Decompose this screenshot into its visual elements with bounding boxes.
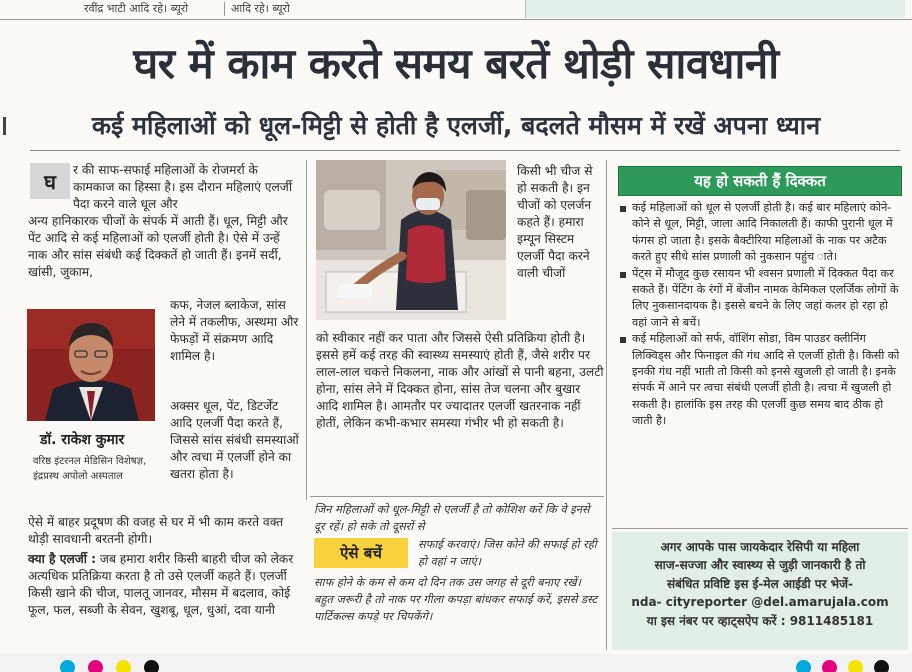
- list-item: कई महिलाओं को सर्फ, वॉशिंग सोडा, विम पाउडर क्लीनिंग लिक्विड्स और फिनाइल की गंध आदि से एलर्जी होती है। किसी को इनकी गंध नहीं भाती तो किसी को इनसे खुजली हो जाती है। इनके संपर्क में आने पर त्वचा संबंधी एलर्जी होती है। त्वचा में खुजली हो सकती है। हालांकि इस तरह की एलर्जी कुछ समय बाद ठीक हो जाती है।: [618, 331, 904, 429]
- divider: [612, 528, 908, 529]
- dropcap: घ: [30, 163, 70, 199]
- info-email: nda- cityreporter @del.amarujala.com: [631, 595, 889, 610]
- registration-mark: [874, 660, 889, 672]
- headline: घर में काम करते समय बरतें थोड़ी सावधानी: [133, 39, 779, 88]
- info-line: संबंधित प्रविष्टि इस ई-मेल आईडी पर भेजें-: [666, 576, 853, 591]
- article-paragraph: अन्य हानिकारक चीजों के संपर्क में आती हैं। धूल, मिट्टी और पेंट आदि से कई महिलाओं को एलर्जी होती है। ऐसे में उन्हें नाक और सांस संबंधी कई दिक्कतें हो जाती हैं। इनमें सर्दी, खांसी, जुकाम,: [28, 214, 288, 279]
- definition-text: जब हमारा शरीर किसी बाहरी चीज को लेकर अत्यधिक प्रतिक्रिया करता है तो उसे एलर्जी कहते हैं। एलर्जी किसी खाने की चीज, पालतू जानवर, मौसम में बदलाव, कोई फूल, फल, सब्जी के सेवन, खुशबू, धूल, धुआं, दवा यानी: [28, 552, 294, 617]
- article-paragraph: को स्वीकार नहीं कर पाता और जिससे ऐसी प्रतिक्रिया होती है। इससे हमें कई तरह की स्वास्थ्य समस्याएं होती हैं, जैसे शरीर पर लाल-लाल चकत्ते निकलना, नाक और आंखों से पानी बहना, उलटी होना, सांस लेने में दिक्कत होना, सांस तेज चलना और बुखार आदि शामिल है। आमतौर पर ज्यादातर एलर्जी खतरनाक नहीं होतीं, लेकिन कभी-कभार समस्या गंभीर भी हो सकती है।: [316, 331, 604, 430]
- registration-mark: [848, 660, 863, 672]
- tips-box: [310, 496, 604, 651]
- top-strip-shaded-box: [525, 0, 905, 18]
- tips-badge: ऐसे बचें: [314, 538, 408, 568]
- subheadline: कई महिलाओं को धूल-मिट्टी से होती है एलर्जी, बदलते मौसम में रखें अपना ध्यान: [91, 111, 821, 140]
- sidebar-heading: [618, 166, 902, 196]
- list-item: कई महिलाओं को धूल से एलर्जी होती है। कई बार महिलाएं कोने-कोने से धूल, मिट्टी, जाला आदि निकालती हैं। काफी पुरानी धूल में फंगस हो जाता है। इसके बैक्टीरिया महिलाओं के नाक पर अटैक करते हुए सीधे सांस प्रणाली को नुकसान पहुंच ाते।: [618, 200, 904, 266]
- article-paragraph-intro: र की साफ-सफाई महिलाओं के रोजमर्रा के कामकाज का हिस्सा है। इस दौरान महिलाएं एलर्जी पैदा करने वाले धूल और: [73, 163, 293, 211]
- top-strip-left-text: रवींद्र भाटी आदि रहे। ब्यूरो: [84, 2, 189, 15]
- registration-mark: [796, 660, 811, 672]
- registration-mark: [116, 660, 131, 672]
- sidebar-bullet-list: [618, 200, 904, 430]
- doctor-designation: वरिष्ठ इंटरनल मेडिसिन विशेषज्ञ, इंद्रप्रस्थ अपोलो अस्पताल: [33, 456, 147, 482]
- bottom-strip: [0, 654, 912, 672]
- sidebar-heading-text: यह हो सकती हैं दिक्कत: [694, 172, 826, 190]
- article-paragraph: अक्सर धूल, पेंट, डिटर्जेंट आदि एलर्जी पैदा करते हैं, जिससे सांस संबंधी समस्याओं और त्वचा में एलर्जी होने का खतरा होता है।: [170, 399, 299, 481]
- doctor-photo: [27, 309, 155, 421]
- top-strip-right-text: आदि रहे। ब्यूरो: [231, 2, 290, 15]
- info-line: साज-सज्जा और स्वास्थ्य से जुड़ी जानकारी है तो: [654, 558, 866, 573]
- divider: [310, 496, 604, 497]
- registration-mark: [60, 660, 75, 672]
- info-line: या इस नंबर पर व्हाट्सऐप करें : 9811485181: [646, 613, 874, 628]
- column-divider: [306, 160, 307, 500]
- submission-info-box: [612, 532, 908, 650]
- registration-mark: [822, 660, 837, 672]
- registration-mark: [144, 660, 159, 672]
- article-paragraph: कफ, नेजल ब्लाकेज, सांस लेने में तकलीफ, अस्थमा और फेफड़ों में संक्रमण आदि शामिल है।: [170, 298, 299, 363]
- article-paragraph-definition: [28, 551, 300, 619]
- divider: [30, 150, 900, 151]
- doctor-name: डॉ. राकेश कुमार: [40, 432, 125, 448]
- article-paragraph: ऐसे में बाहर प्रदूषण की वजह से घर में भी काम करते वक्त थोड़ी सावधानी बरतनी होगी।: [28, 515, 284, 546]
- cleaning-woman-photo: [316, 160, 506, 320]
- tips-text: जिन महिलाओं को धूल-मिट्टी से एलर्जी है तो कोशिश करें कि वे इनसे दूर रहें। हो सके तो दूसरों से: [314, 503, 590, 533]
- article-paragraph: किसी भी चीज से हो सकती है। इन चीजों को एलर्जन कहते हैं। हमारा इम्यून सिस्टम एलर्जी पैदा करने वाली चीजों: [517, 164, 593, 280]
- registration-mark: [88, 660, 103, 672]
- top-strip: [0, 0, 912, 20]
- tips-text: साफ होने के कम से कम दो दिन तक उस जगह से दूरी बनाए रखें। बहुत जरूरी है तो नाक पर गीला कपड़ा बांधकर सफाई करें, इससे डस्ट पार्टिकल्स कपड़े पर चिपकेंगे।: [314, 576, 598, 623]
- list-item: पेंट्स में मौजूद कुछ रसायन भी श्वसन प्रणाली में दिक्कत पैदा कर सकते हैं। पेंटिंग के रंगों में बेंजीन नामक केमिकल एलर्जिक लोगों के लिए नुकसानदायक है। इससे बचने के लिए जहां कलर हो रहा हो वहां जाने से बचें।: [618, 266, 904, 332]
- tips-text: सफाई करवाएं। जिस कोने की सफाई हो रही हो वहां न जाएं।: [418, 538, 597, 568]
- divider: [224, 2, 225, 16]
- definition-label: क्या है एलर्जी :: [28, 552, 97, 566]
- info-line: अगर आपके पास जायकेदार रेसिपी या महिला: [660, 540, 860, 554]
- column-divider: [606, 160, 607, 650]
